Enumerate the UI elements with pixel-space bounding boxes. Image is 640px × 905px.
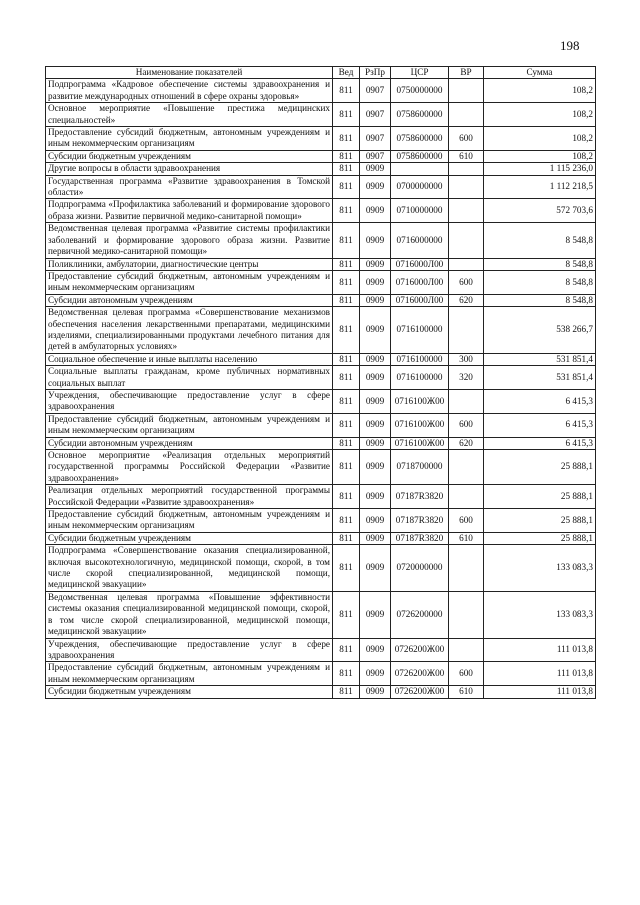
table-row: [46, 307, 596, 354]
row-ved: 811: [333, 150, 360, 162]
row-rzpr: 0909: [360, 175, 391, 199]
table-row: [46, 163, 596, 175]
row-vr: 600: [449, 509, 484, 533]
row-name: Другие вопросы в области здравоохранения: [46, 163, 333, 175]
row-sum: 111 013,8: [484, 686, 596, 698]
row-name: Предоставление субсидий бюджетным, автономным учреждениям и иным некоммерческим организациям: [46, 509, 333, 533]
row-name: Учреждения, обеспечивающие предоставление услуг в сфере здравоохранения: [46, 638, 333, 662]
row-name: Ведомственная целевая программа «Повышение эффективности системы оказания специализированной медицинской помощи, скорой, в том числе скорой специализированной, медицинской помощи, медицинской эвакуации»: [46, 591, 333, 638]
row-rzpr: 0907: [360, 127, 391, 151]
row-sum: 133 083,3: [484, 591, 596, 638]
row-csr: 07187R3820: [391, 509, 449, 533]
table-row: [46, 532, 596, 544]
row-vr: [449, 103, 484, 127]
table-header-row: [46, 67, 596, 79]
row-name: Поликлиники, амбулатории, диагностические центры: [46, 258, 333, 270]
page-number: 198: [560, 38, 580, 53]
row-vr: [449, 258, 484, 270]
row-sum: 6 415,3: [484, 413, 596, 437]
table-row: [46, 150, 596, 162]
row-sum: 8 548,8: [484, 270, 596, 294]
row-ved: 811: [333, 591, 360, 638]
row-csr: 0700000000: [391, 175, 449, 199]
row-vr: 600: [449, 413, 484, 437]
row-ved: 811: [333, 389, 360, 413]
row-ved: 811: [333, 175, 360, 199]
row-name: Социальные выплаты гражданам, кроме публичных нормативных социальных выплат: [46, 366, 333, 390]
row-csr: 0716100Ж00: [391, 413, 449, 437]
table-row: [46, 353, 596, 365]
row-sum: 25 888,1: [484, 450, 596, 485]
row-vr: 610: [449, 686, 484, 698]
row-sum: 572 703,6: [484, 199, 596, 223]
row-csr: 0718700000: [391, 450, 449, 485]
row-ved: 811: [333, 163, 360, 175]
row-ved: 811: [333, 199, 360, 223]
row-vr: [449, 591, 484, 638]
row-sum: 108,2: [484, 103, 596, 127]
table-row: [46, 509, 596, 533]
row-rzpr: 0909: [360, 686, 391, 698]
row-rzpr: 0909: [360, 437, 391, 449]
row-ved: 811: [333, 413, 360, 437]
row-name: Реализация отдельных мероприятий государственной программы Российской Федерации «Развитие здравоохранения»: [46, 485, 333, 509]
row-vr: [449, 485, 484, 509]
row-name: Учреждения, обеспечивающие предоставление услуг в сфере здравоохранения: [46, 389, 333, 413]
row-rzpr: 0909: [360, 294, 391, 306]
row-sum: 6 415,3: [484, 437, 596, 449]
row-vr: 320: [449, 366, 484, 390]
row-sum: 1 115 236,0: [484, 163, 596, 175]
row-csr: 0758600000: [391, 103, 449, 127]
row-ved: 811: [333, 545, 360, 592]
table-row: [46, 389, 596, 413]
row-rzpr: 0909: [360, 638, 391, 662]
table-row: [46, 294, 596, 306]
header-ved: Вед: [333, 67, 360, 79]
row-csr: 0716100Ж00: [391, 389, 449, 413]
row-ved: 811: [333, 366, 360, 390]
table-row: [46, 686, 596, 698]
row-vr: [449, 307, 484, 354]
row-sum: 1 112 218,5: [484, 175, 596, 199]
row-name: Подпрограмма «Профилактика заболеваний и формирование здорового образа жизни. Развитие первичной медико-санитарной помощи»: [46, 199, 333, 223]
row-name: Ведомственная целевая программа «Развитие системы профилактики заболеваний и формирование здорового образа жизни. Развитие первичной медико-санитарной помощи»: [46, 223, 333, 258]
table-row: [46, 199, 596, 223]
row-ved: 811: [333, 223, 360, 258]
row-rzpr: 0909: [360, 258, 391, 270]
budget-table: [45, 66, 596, 699]
row-ved: 811: [333, 638, 360, 662]
row-sum: 111 013,8: [484, 638, 596, 662]
row-rzpr: 0909: [360, 223, 391, 258]
row-vr: 600: [449, 127, 484, 151]
row-rzpr: 0909: [360, 662, 391, 686]
row-csr: 0716000Л00: [391, 258, 449, 270]
row-name: Подпрограмма «Кадровое обеспечение системы здравоохранения и развитие международных отношений в сфере охраны здоровья»: [46, 79, 333, 103]
row-name: Ведомственная целевая программа «Совершенствование механизмов обеспечения населения лекарственными препаратами, медицинскими изделиями, специализированными продуктами лечебного питания для детей в амбулаторных условиях»: [46, 307, 333, 354]
header-vr: ВР: [449, 67, 484, 79]
row-vr: [449, 545, 484, 592]
row-sum: 133 083,3: [484, 545, 596, 592]
row-rzpr: 0909: [360, 163, 391, 175]
row-csr: 0716000Л00: [391, 270, 449, 294]
row-rzpr: 0909: [360, 353, 391, 365]
row-ved: 811: [333, 532, 360, 544]
row-sum: 108,2: [484, 127, 596, 151]
row-csr: 07187R3820: [391, 532, 449, 544]
row-rzpr: 0907: [360, 103, 391, 127]
row-ved: 811: [333, 127, 360, 151]
row-csr: 0726200Ж00: [391, 662, 449, 686]
table-row: [46, 175, 596, 199]
row-vr: 300: [449, 353, 484, 365]
row-rzpr: 0909: [360, 509, 391, 533]
row-rzpr: 0907: [360, 79, 391, 103]
table-row: [46, 591, 596, 638]
row-vr: 600: [449, 270, 484, 294]
row-vr: [449, 199, 484, 223]
table-row: [46, 127, 596, 151]
header-csr: ЦСР: [391, 67, 449, 79]
row-name: Предоставление субсидий бюджетным, автономным учреждениям и иным некоммерческим организациям: [46, 662, 333, 686]
row-vr: [449, 163, 484, 175]
table-row: [46, 450, 596, 485]
row-csr: 0716100000: [391, 307, 449, 354]
table-row: [46, 413, 596, 437]
table-row: [46, 545, 596, 592]
row-ved: 811: [333, 307, 360, 354]
header-name: Наименование показателей: [46, 67, 333, 79]
row-csr: 0716000Л00: [391, 294, 449, 306]
row-name: Основное мероприятие «Реализация отдельных мероприятий государственной программы Российской Федерации «Развитие здравоохранения»: [46, 450, 333, 485]
row-ved: 811: [333, 485, 360, 509]
row-ved: 811: [333, 103, 360, 127]
row-csr: 07187R3820: [391, 485, 449, 509]
row-rzpr: 0909: [360, 450, 391, 485]
row-ved: 811: [333, 294, 360, 306]
row-name: Основное мероприятие «Повышение престижа медицинских специальностей»: [46, 103, 333, 127]
row-sum: 111 013,8: [484, 662, 596, 686]
row-vr: [449, 389, 484, 413]
row-ved: 811: [333, 450, 360, 485]
row-vr: 610: [449, 150, 484, 162]
row-sum: 25 888,1: [484, 509, 596, 533]
row-rzpr: 0909: [360, 532, 391, 544]
row-rzpr: 0909: [360, 366, 391, 390]
row-rzpr: 0909: [360, 413, 391, 437]
row-rzpr: 0909: [360, 199, 391, 223]
row-name: Субсидии бюджетным учреждениям: [46, 532, 333, 544]
row-name: Субсидии автономным учреждениям: [46, 294, 333, 306]
row-name: Предоставление субсидий бюджетным, автономным учреждениям и иным некоммерческим организациям: [46, 413, 333, 437]
row-name: Предоставление субсидий бюджетным, автономным учреждениям и иным некоммерческим организациям: [46, 127, 333, 151]
row-csr: 0720000000: [391, 545, 449, 592]
table-row: [46, 485, 596, 509]
row-vr: [449, 223, 484, 258]
row-csr: 0726200000: [391, 591, 449, 638]
row-sum: 25 888,1: [484, 532, 596, 544]
row-csr: 0710000000: [391, 199, 449, 223]
row-rzpr: 0909: [360, 307, 391, 354]
header-rzpr: РзПр: [360, 67, 391, 79]
row-csr: 0758600000: [391, 150, 449, 162]
row-csr: 0726200Ж00: [391, 686, 449, 698]
row-csr: 0726200Ж00: [391, 638, 449, 662]
row-name: Подпрограмма «Совершенствование оказания специализированной, включая высокотехнологичную, медицинской помощи, скорой, в том числе скорой специализированной, медицинской помощи, медицинской эвакуации»: [46, 545, 333, 592]
row-sum: 8 548,8: [484, 223, 596, 258]
row-ved: 811: [333, 353, 360, 365]
row-name: Государственная программа «Развитие здравоохранения в Томской области»: [46, 175, 333, 199]
row-sum: 6 415,3: [484, 389, 596, 413]
table-row: [46, 223, 596, 258]
row-ved: 811: [333, 509, 360, 533]
row-name: Субсидии автономным учреждениям: [46, 437, 333, 449]
row-csr: [391, 163, 449, 175]
row-sum: 108,2: [484, 79, 596, 103]
header-sum: Сумма: [484, 67, 596, 79]
row-ved: 811: [333, 686, 360, 698]
table-row: [46, 258, 596, 270]
row-sum: 8 548,8: [484, 294, 596, 306]
row-rzpr: 0909: [360, 591, 391, 638]
row-rzpr: 0909: [360, 389, 391, 413]
row-sum: 538 266,7: [484, 307, 596, 354]
row-csr: 0716100000: [391, 366, 449, 390]
row-sum: 108,2: [484, 150, 596, 162]
row-vr: [449, 638, 484, 662]
row-vr: 610: [449, 532, 484, 544]
row-rzpr: 0907: [360, 150, 391, 162]
row-rzpr: 0909: [360, 270, 391, 294]
row-rzpr: 0909: [360, 485, 391, 509]
row-vr: 620: [449, 437, 484, 449]
row-vr: 600: [449, 662, 484, 686]
row-name: Субсидии бюджетным учреждениям: [46, 150, 333, 162]
row-csr: 0750000000: [391, 79, 449, 103]
row-sum: 531 851,4: [484, 366, 596, 390]
row-ved: 811: [333, 258, 360, 270]
row-vr: [449, 450, 484, 485]
row-name: Субсидии бюджетным учреждениям: [46, 686, 333, 698]
row-name: Предоставление субсидий бюджетным, автономным учреждениям и иным некоммерческим организациям: [46, 270, 333, 294]
row-ved: 811: [333, 662, 360, 686]
table-row: [46, 366, 596, 390]
table-row: [46, 662, 596, 686]
table-row: [46, 79, 596, 103]
table-row: [46, 103, 596, 127]
table-row: [46, 270, 596, 294]
row-sum: 531 851,4: [484, 353, 596, 365]
row-vr: [449, 79, 484, 103]
row-csr: 0716000000: [391, 223, 449, 258]
table-row: [46, 437, 596, 449]
row-ved: 811: [333, 270, 360, 294]
row-rzpr: 0909: [360, 545, 391, 592]
row-name: Социальное обеспечение и иные выплаты населению: [46, 353, 333, 365]
row-csr: 0758600000: [391, 127, 449, 151]
row-ved: 811: [333, 79, 360, 103]
row-vr: [449, 175, 484, 199]
row-csr: 0716100000: [391, 353, 449, 365]
row-ved: 811: [333, 437, 360, 449]
row-vr: 620: [449, 294, 484, 306]
row-csr: 0716100Ж00: [391, 437, 449, 449]
row-sum: 8 548,8: [484, 258, 596, 270]
table-row: [46, 638, 596, 662]
row-sum: 25 888,1: [484, 485, 596, 509]
